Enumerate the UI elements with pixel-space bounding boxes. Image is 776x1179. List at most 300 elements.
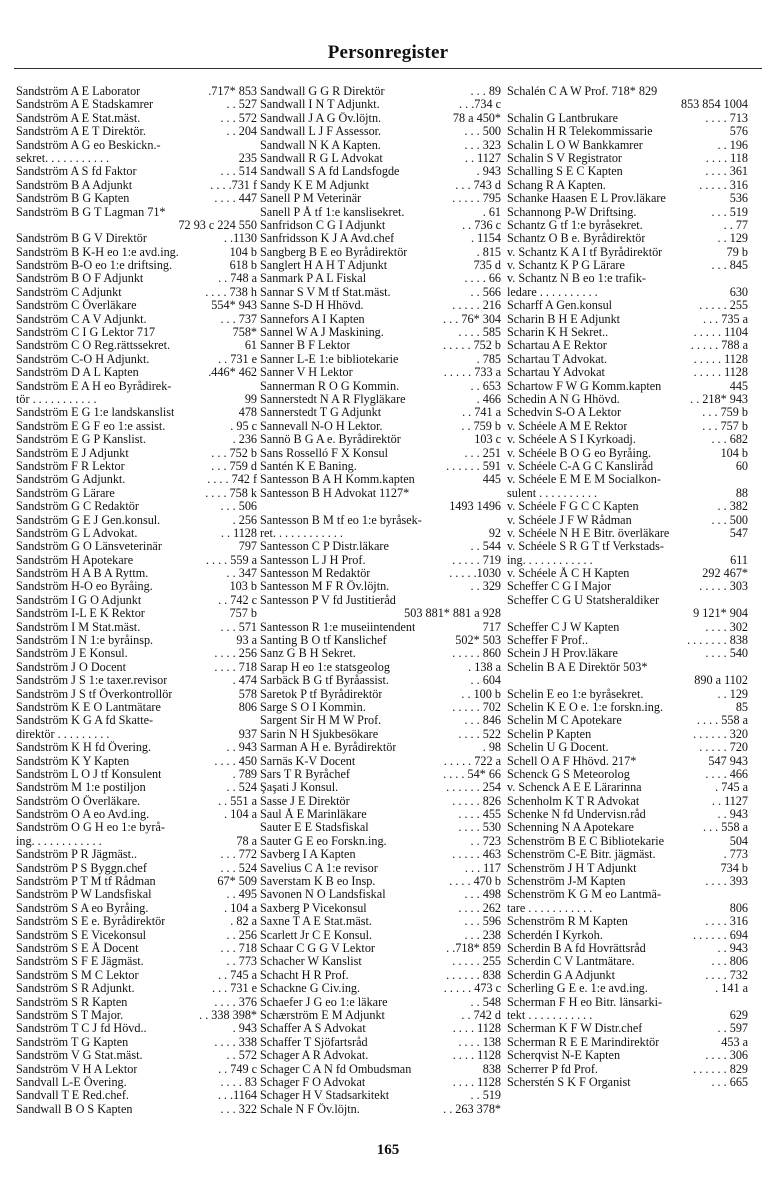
entry-name: v. Schantz K P G Lärare	[507, 259, 625, 273]
register-entry	[16, 755, 257, 768]
entry-page-ref: . . . . 455	[458, 808, 501, 822]
entry-name: sulent . . . . . . . . . .	[507, 486, 598, 500]
entry-page-ref: . 104 a	[224, 808, 257, 822]
entry-name: Schannong P-W Driftsing.	[507, 205, 637, 219]
register-entry	[507, 594, 748, 607]
entry-page-ref: . .718* 859	[446, 942, 501, 955]
entry-page-ref: . . . 718	[220, 942, 257, 955]
entry-page-ref: . . . . 559 a	[205, 553, 257, 567]
register-entry	[16, 1036, 257, 1049]
entry-name: Sandwall J A G Öv.löjtn.	[260, 111, 382, 125]
register-entry	[16, 888, 257, 901]
entry-page-ref: 104 b	[229, 245, 257, 259]
entry-page-ref: . . . 76* 304	[443, 312, 501, 326]
entry-name: Sandström G C Redaktör	[16, 500, 139, 514]
entry-name: Santesson L J H Prof.	[260, 553, 366, 567]
register-entry	[260, 286, 501, 299]
register-entry	[507, 1063, 748, 1076]
register-entry	[507, 259, 748, 272]
entry-page-ref: . . . 500	[464, 125, 501, 139]
register-entry	[260, 1022, 501, 1035]
entry-page-ref: . . . . . 303	[699, 580, 748, 594]
register-entry	[507, 460, 748, 473]
entry-page-ref: . 141 a	[715, 982, 748, 996]
entry-page-ref: 478	[238, 406, 257, 420]
entry-name: v. Schéele A S I Kyrkoadj.	[507, 433, 636, 447]
register-entry	[16, 902, 257, 915]
entry-name: Schærström E M Adjunkt	[260, 1008, 385, 1022]
entry-page-ref: . . . . . 1128	[693, 366, 748, 380]
entry-page-ref: . . . . 1128	[452, 1049, 501, 1063]
entry-name: Sandwall N K A Kapten.	[260, 138, 381, 152]
entry-name: Schale N F Öv.löjtn.	[260, 1102, 360, 1116]
entry-page-ref: . . 100 b	[461, 687, 501, 701]
entry-name: Sandström G L Advokat.	[16, 526, 138, 540]
entry-page-ref: . 1154	[470, 232, 501, 246]
entry-name: Sars T R Byråchef	[260, 767, 350, 781]
register-entry	[260, 192, 501, 205]
register-entry	[260, 862, 501, 875]
register-entry	[260, 701, 501, 714]
entry-page-ref: . . . 498	[464, 888, 501, 902]
register-entry	[260, 808, 501, 821]
register-entry	[507, 821, 748, 834]
entry-page-ref: 453 a	[721, 1035, 748, 1049]
register-entry	[507, 527, 748, 540]
register-entry	[507, 607, 748, 620]
register-entry	[16, 728, 257, 741]
entry-page-ref: . . . . . 795	[452, 192, 501, 206]
entry-name: Sandström V G Stat.mäst.	[16, 1049, 143, 1063]
register-entry	[260, 112, 501, 125]
entry-page-ref: . . . . 393	[705, 875, 748, 889]
register-entry	[16, 514, 257, 527]
entry-name: Schartau T Advokat.	[507, 352, 608, 366]
entry-page-ref: . . . .731 f	[210, 178, 257, 192]
entry-name: Sandström E G P Kanslist.	[16, 433, 146, 447]
register-entry	[260, 929, 501, 942]
entry-name: Sandström S A eo Byråing.	[16, 901, 149, 915]
entry-name: Sandström I N 1:e byråinsp.	[16, 634, 154, 648]
register-entry	[16, 366, 257, 379]
entry-page-ref: . . . . 742 f	[207, 473, 257, 487]
entry-name: v. Schéele A M E Rektor	[507, 419, 628, 433]
entry-page-ref: . . . . 466	[705, 767, 748, 781]
register-entry	[507, 888, 748, 901]
entry-name: Sandström L O J tf Konsulent	[16, 767, 162, 781]
entry-name: Sandström B A Adjunkt	[16, 178, 133, 192]
entry-name: Sandström D A L Kapten	[16, 366, 139, 380]
entry-name: Sandström A E Laborator	[16, 85, 141, 98]
entry-page-ref: .717* 853	[208, 85, 257, 98]
entry-name: Sandström G Lärare	[16, 486, 115, 500]
entry-name: Saretok P tf Byrådirektör	[260, 687, 383, 701]
entry-page-ref: . . . 251	[464, 446, 501, 460]
register-entry	[16, 554, 257, 567]
register-entry	[507, 219, 748, 232]
register-entry	[507, 326, 748, 339]
entry-page-ref: . 138 a	[468, 660, 501, 674]
entry-name: Schein J H Prov.läkare	[507, 647, 618, 661]
entry-name: tare . . . . . . . . . . .	[507, 901, 593, 915]
entry-page-ref: . . . . 54* 66	[443, 767, 501, 781]
register-entry	[260, 755, 501, 768]
entry-page-ref: . . . . .1030	[449, 567, 501, 581]
register-entry	[507, 192, 748, 205]
entry-page-ref: . . 572	[226, 1049, 257, 1063]
entry-name: Sannerman R O G Kommin.	[260, 379, 400, 393]
entry-name: Schenström J-M Kapten	[507, 875, 626, 889]
register-entry	[260, 621, 501, 634]
entry-page-ref: . . 524	[226, 781, 257, 795]
entry-name: Schelin B A E Direktör 503*	[507, 660, 648, 674]
entry-name: Scherman F H eo Bitr. länsarki-	[507, 995, 663, 1009]
entry-page-ref: 67* 509	[217, 875, 257, 889]
entry-name: Sandwall S A fd Landsfogde	[260, 165, 400, 179]
entry-name: Sandwall I N T Adjunkt.	[260, 98, 380, 112]
register-column-1	[16, 85, 257, 1116]
register-entry	[260, 380, 501, 393]
register-entry	[16, 206, 257, 219]
register-entry	[507, 795, 748, 808]
entry-name: Sandström A E Stat.mäst.	[16, 111, 141, 125]
entry-page-ref: . . 943	[717, 942, 748, 955]
register-entry	[260, 969, 501, 982]
entry-name: Saul Å E Marinläkare	[260, 808, 367, 822]
entry-page-ref: . . . . 66	[464, 272, 501, 286]
entry-page-ref: . . . 806	[711, 955, 748, 969]
entry-name: Sandström S R Adjunkt.	[16, 982, 135, 996]
entry-name: ing. . . . . . . . . . . .	[507, 553, 593, 567]
register-entry	[507, 647, 748, 660]
entry-page-ref: . . . . . . 838	[446, 968, 501, 982]
register-entry	[260, 1009, 501, 1022]
register-entry	[507, 781, 748, 794]
entry-page-ref: . . . 752 b	[211, 446, 257, 460]
entry-page-ref: . . 551 a	[218, 794, 257, 808]
register-entry	[260, 527, 501, 540]
entry-page-ref: . 466	[476, 392, 501, 406]
entry-name: Schenström R M Kapten	[507, 915, 628, 929]
entry-name: Schaffer A S Advokat	[260, 1022, 366, 1036]
entry-page-ref: . . . . . 860	[452, 647, 501, 661]
entry-page-ref: . . 566	[470, 285, 501, 299]
entry-name: v. Schantz N B eo 1:e trafik-	[507, 272, 646, 286]
entry-name: Sannefors A I Kapten	[260, 312, 365, 326]
entry-page-ref: . . . 238	[464, 928, 501, 942]
register-entry	[16, 821, 257, 834]
entry-page-ref: . 773	[723, 848, 748, 862]
register-column-3	[507, 85, 748, 1089]
entry-page-ref: . . . 89	[470, 85, 501, 98]
register-entry	[16, 527, 257, 540]
register-entry	[507, 982, 748, 995]
entry-page-ref: 629	[729, 1008, 748, 1022]
register-entry	[260, 835, 501, 848]
entry-name: Schenström C-E Bitr. jägmäst.	[507, 848, 656, 862]
register-entry	[260, 714, 501, 727]
entry-page-ref: . . . . 713	[705, 111, 748, 125]
entry-name: Savelius C A 1:e revisor	[260, 861, 378, 875]
entry-page-ref: 547	[729, 526, 748, 540]
register-entry	[507, 112, 748, 125]
register-entry	[16, 339, 257, 352]
entry-page-ref: . . . . 138	[458, 1035, 501, 1049]
entry-page-ref: . . . 743 d	[455, 178, 501, 192]
entry-name: Schelin K E O e. 1:e forskn.ing.	[507, 700, 664, 714]
entry-page-ref: 734 b	[720, 861, 748, 875]
register-entry	[507, 272, 748, 285]
entry-name: Santesson B A H Komm.kapten	[260, 473, 415, 487]
register-entry	[16, 647, 257, 660]
entry-name: Sandström O Överläkare.	[16, 794, 141, 808]
entry-page-ref: 536	[729, 192, 748, 206]
register-entry	[260, 1089, 501, 1102]
entry-name: sekret. . . . . . . . . . .	[16, 151, 110, 165]
entry-page-ref: 85	[735, 700, 748, 714]
register-entry	[16, 969, 257, 982]
register-entry	[260, 1036, 501, 1049]
entry-name: Sarge S O I Kommin.	[260, 700, 366, 714]
entry-name: Sandström C Adjunkt	[16, 285, 122, 299]
entry-name: Schalin L O W Bankkamrer	[507, 138, 643, 152]
entry-page-ref: . . . . 450	[214, 754, 257, 768]
register-entry	[260, 272, 501, 285]
entry-page-ref: . . . 558 a	[702, 821, 748, 835]
entry-name: Schalin G Lantbrukare	[507, 111, 619, 125]
register-entry	[260, 326, 501, 339]
entry-name: Schelin U G Docent.	[507, 741, 609, 755]
entry-name: Santesson B M tf eo 1:e byråsek-	[260, 513, 422, 527]
entry-name: Sandström S T Major.	[16, 1008, 124, 1022]
entry-page-ref: . 98	[482, 741, 501, 755]
register-entry	[507, 380, 748, 393]
entry-name: Santén K E Baning.	[260, 459, 357, 473]
entry-page-ref: . . . . 558 a	[696, 714, 748, 728]
entry-name: Schalin H R Telekommissarie	[507, 125, 653, 139]
register-entry	[16, 272, 257, 285]
entry-page-ref: . . . 759 b	[702, 406, 748, 420]
entry-page-ref: 103 b	[229, 580, 257, 594]
entry-page-ref: . . . . . 752 b	[443, 339, 501, 353]
entry-name: Santesson M F R Öv.löjtn.	[260, 580, 390, 594]
entry-name: Schalling S E C Kapten	[507, 165, 623, 179]
entry-name: Sandström C Överläkare	[16, 299, 137, 313]
register-entry	[507, 406, 748, 419]
entry-name: Sandström H Apotekare	[16, 553, 134, 567]
entry-page-ref: 103 c	[474, 433, 501, 447]
entry-name: Sanne S-D H Hhövd.	[260, 299, 364, 313]
entry-page-ref: . . . . . . 254	[446, 781, 501, 795]
register-entry	[507, 473, 748, 486]
entry-page-ref: . . . 665	[711, 1075, 748, 1089]
register-entry	[16, 500, 257, 513]
register-entry	[16, 125, 257, 138]
register-entry	[507, 206, 748, 219]
entry-page-ref: . . . . 530	[458, 821, 501, 835]
register-entry	[507, 955, 748, 968]
entry-name: Sandwall L J F Assessor.	[260, 125, 382, 139]
register-entry	[507, 165, 748, 178]
entry-name: Sauter E E Stadsfiskal	[260, 821, 369, 835]
entry-page-ref: 503 881* 881 a 928	[404, 607, 501, 621]
register-entry	[507, 1076, 748, 1089]
entry-page-ref: 838	[482, 1062, 501, 1076]
entry-name: Schedvin S-O A Lektor	[507, 406, 622, 420]
entry-page-ref: 93 a	[236, 634, 257, 648]
entry-page-ref: . . . . . 473 c	[443, 982, 501, 996]
entry-page-ref: . . . . . 719	[452, 553, 501, 567]
entry-name: Sandvall L-E Övering.	[16, 1075, 127, 1089]
register-entry	[260, 406, 501, 419]
entry-name: v. Schéele N H E Bitr. överläkare	[507, 526, 670, 540]
register-entry	[260, 567, 501, 580]
entry-name: Schalén C A W Prof. 718* 829	[507, 85, 658, 98]
entry-name: Sandström B K-H eo 1:e avd.ing.	[16, 245, 179, 259]
register-entry	[16, 1022, 257, 1035]
entry-name: Sandström H-O eo Byråing.	[16, 580, 153, 594]
entry-page-ref: . . . 846	[464, 714, 501, 728]
register-entry	[260, 433, 501, 446]
entry-name: Sandström P R Jägmäst..	[16, 848, 138, 862]
entry-page-ref: . . 196	[717, 138, 748, 152]
entry-name: Sandström E G F eo 1:e assist.	[16, 419, 166, 433]
register-entry	[16, 393, 257, 406]
register-entry	[260, 420, 501, 433]
entry-name: Sandy K E M Adjunkt	[260, 178, 370, 192]
register-entry	[507, 433, 748, 446]
register-entry	[260, 795, 501, 808]
entry-page-ref: . . . . . 316	[699, 178, 748, 192]
entry-name: Sandström F R Lektor	[16, 459, 125, 473]
entry-name: Sandström A S fd Faktor	[16, 165, 137, 179]
register-entry	[16, 795, 257, 808]
register-entry	[507, 420, 748, 433]
entry-name: Scherling G E e. 1:e avd.ing.	[507, 982, 648, 996]
entry-name: Schenning N A Apotekare	[507, 821, 634, 835]
entry-name: Schedin A N G Hhövd.	[507, 392, 620, 406]
entry-name: Savberg I A Kapten	[260, 848, 356, 862]
entry-page-ref: . . . 572	[220, 111, 257, 125]
entry-page-ref: . . 129	[717, 232, 748, 246]
entry-page-ref: . 789	[232, 767, 257, 781]
entry-page-ref: . . . . 118	[705, 151, 748, 165]
entry-name: Sarap H eo 1:e statsgeolog	[260, 660, 390, 674]
entry-page-ref: . . . 731 e	[211, 982, 257, 996]
register-entry	[260, 661, 501, 674]
register-entry	[16, 567, 257, 580]
entry-page-ref: . . 256	[226, 928, 257, 942]
entry-name: Sandström G Adjunkt.	[16, 473, 126, 487]
register-entry	[16, 848, 257, 861]
entry-page-ref: . . . . . 1128	[693, 352, 748, 366]
entry-name: Saxberg P Vicekonsul	[260, 901, 367, 915]
register-entry	[507, 98, 748, 111]
entry-page-ref: 618 b	[229, 259, 257, 273]
entry-page-ref: . . 347	[226, 567, 257, 581]
entry-name: Schaefer J G eo 1:e läkare	[260, 995, 388, 1009]
entry-page-ref: . . . 322	[220, 1102, 257, 1116]
entry-page-ref: . 61	[482, 205, 501, 219]
entry-page-ref: 78 a	[236, 834, 257, 848]
entry-page-ref: . . 736 c	[462, 218, 501, 232]
entry-page-ref: . . . . 306	[705, 1049, 748, 1063]
entry-page-ref: . . . 500	[711, 513, 748, 527]
entry-page-ref: . . 495	[226, 888, 257, 902]
register-entry	[260, 339, 501, 352]
register-entry	[16, 286, 257, 299]
entry-page-ref: . . 597	[717, 1022, 748, 1036]
entry-name: Schenström K G M eo Lantmä-	[507, 888, 662, 902]
entry-name: Scherqvist N-E Kapten	[507, 1049, 621, 1063]
entry-page-ref: . . 742 d	[461, 1008, 501, 1022]
entry-name: Sandström J E Konsul.	[16, 647, 128, 661]
entry-name: Scherman R E E Marindirektör	[507, 1035, 660, 1049]
entry-name: Sargent Sir H M W Prof.	[260, 714, 382, 728]
entry-name: Sandström E G 1:e landskanslist	[16, 406, 175, 420]
register-entry	[16, 942, 257, 955]
register-entry	[260, 246, 501, 259]
entry-name: ledare . . . . . . . . . .	[507, 285, 598, 299]
entry-page-ref: . . 653	[470, 379, 501, 393]
entry-page-ref: . . . . 302	[705, 620, 748, 634]
register-entry	[16, 179, 257, 192]
register-entry	[507, 299, 748, 312]
entry-name: Santesson B H Advokat 1127*	[260, 486, 410, 500]
entry-name: Saxne T A E Stat.mäst.	[260, 915, 372, 929]
entry-page-ref: . . . . . 826	[452, 794, 501, 808]
entry-page-ref: . . 759 b	[461, 419, 501, 433]
page-title: Personregister	[327, 42, 449, 63]
entry-name: Sandström E J Adjunkt	[16, 446, 129, 460]
entry-name: Sandström K Y Kapten	[16, 754, 130, 768]
register-entry	[507, 755, 748, 768]
register-entry	[16, 661, 257, 674]
entry-name: Sandström S R Kapten	[16, 995, 128, 1009]
register-entry	[16, 540, 257, 553]
register-entry	[260, 674, 501, 687]
entry-name: Scharff A Gen.konsul	[507, 299, 613, 313]
entry-page-ref: . 943	[232, 1022, 257, 1036]
entry-name: Sandwall B O S Kapten	[16, 1102, 133, 1116]
register-entry	[507, 848, 748, 861]
entry-name: Sandström C O Reg.rättssekret.	[16, 339, 171, 353]
entry-page-ref: . . 544	[470, 540, 501, 554]
entry-name: Sandström B-O eo 1:e driftsing.	[16, 259, 173, 273]
register-entry	[16, 139, 257, 152]
entry-page-ref: . . . . . 216	[452, 299, 501, 313]
entry-page-ref: . . . . . 733 a	[443, 366, 501, 380]
entry-page-ref: 88	[735, 486, 748, 500]
entry-page-ref: . . . . . . 320	[693, 727, 748, 741]
entry-name: Schacht H R Prof.	[260, 968, 349, 982]
entry-page-ref: . . 748 a	[218, 272, 257, 286]
entry-name: Schantz O B e. Byrådirektör	[507, 232, 646, 246]
register-entry	[507, 875, 748, 888]
register-entry	[260, 554, 501, 567]
entry-name: v. Schéele J F W Rådman	[507, 513, 632, 527]
entry-name: Sandström E A H eo Byrådirek-	[16, 379, 172, 393]
entry-page-ref: 937	[238, 727, 257, 741]
register-entry	[507, 969, 748, 982]
register-entry	[260, 821, 501, 834]
entry-name: Sarbäck B G tf Byråassist.	[260, 674, 389, 688]
entry-page-ref: 292 467*	[702, 567, 748, 581]
entry-name: Sanner L-E 1:e bibliotekarie	[260, 352, 399, 366]
entry-name: Sanmark P A L Fiskal	[260, 272, 367, 286]
entry-name: Schacher W Kanslist	[260, 955, 362, 969]
entry-page-ref: 445	[482, 473, 501, 487]
